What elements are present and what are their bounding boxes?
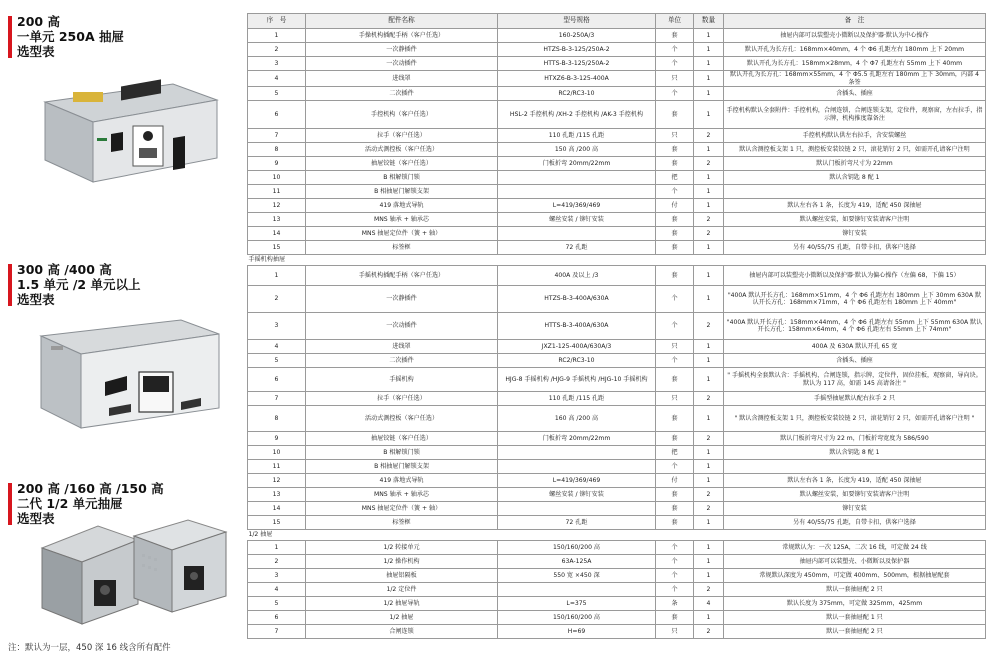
cell-unit: 套 xyxy=(656,368,694,392)
group-label-row xyxy=(248,530,986,541)
cell-spec xyxy=(498,446,656,460)
cell-spec: HTTS-B-3-125/250A-2 xyxy=(498,57,656,71)
cell-remark: "400A 默认开长方孔：168mm×51mm，4 个 Φ6 孔距左右 180mm 上下 30mm 630A 默认开长方孔：168mm×71mm，4 个 Φ6 孔距左右 180mm 上下 40mm" xyxy=(724,286,986,313)
cell-remark: 铆钉安装 xyxy=(724,227,986,241)
cell-remark: 默认开孔为长方孔：168mm×40mm，4 个 Φ6 孔距左右 180mm 上下 20mm xyxy=(724,43,986,57)
cell-qty: 1 xyxy=(694,460,724,474)
cell-index: 11 xyxy=(248,460,306,474)
cell-unit: 套 xyxy=(656,502,694,516)
selection-table xyxy=(247,13,985,639)
cell-unit: 个 xyxy=(656,87,694,101)
cell-index: 2 xyxy=(248,555,306,569)
table-row xyxy=(248,625,986,639)
cell-part-name: 抽屉铰链（客户任选） xyxy=(306,157,498,171)
cell-part-name: 1/2 操作机构 xyxy=(306,555,498,569)
cell-unit: 套 xyxy=(656,213,694,227)
cell-qty: 1 xyxy=(694,368,724,392)
group-label: 手摇机构抽屉 xyxy=(248,255,986,266)
cell-qty: 1 xyxy=(694,71,724,87)
section-title-text: 200 高 一单元 250A 抽屉 选型表 xyxy=(17,14,124,59)
table-row xyxy=(248,171,986,185)
cell-spec: HTTS-B-3-400A/630A xyxy=(498,313,656,340)
cell-part-name: MNS 轴承 + 轴承芯 xyxy=(306,213,498,227)
cell-unit: 把 xyxy=(656,171,694,185)
cell-spec: 160 高 /200 高 xyxy=(498,406,656,432)
table-row xyxy=(248,446,986,460)
table-row xyxy=(248,460,986,474)
cell-spec: L=419/369/469 xyxy=(498,474,656,488)
cell-remark: 常规默认深度为 450mm，可定做 400mm、500mm，根据抽屉配套 xyxy=(724,569,986,583)
cell-part-name: 手摇机构插配手柄（客户任选） xyxy=(306,266,498,286)
cell-index: 1 xyxy=(248,266,306,286)
cell-spec: H=69 xyxy=(498,625,656,639)
cell-remark: 默认一套抽屉配 2 只 xyxy=(724,625,986,639)
cell-part-name: 二次插件 xyxy=(306,87,498,101)
cell-qty: 2 xyxy=(694,432,724,446)
header-cell: 备 注 xyxy=(724,14,986,29)
cell-index: 7 xyxy=(248,392,306,406)
cell-spec: HTZS-B-3-125/250A-2 xyxy=(498,43,656,57)
table-row xyxy=(248,516,986,530)
cell-qty: 1 xyxy=(694,87,724,101)
table-row xyxy=(248,199,986,213)
cell-unit: 个 xyxy=(656,541,694,555)
group-label: 1/2 抽屉 xyxy=(248,530,986,541)
cell-unit: 个 xyxy=(656,313,694,340)
section-title-1 xyxy=(8,14,124,59)
cell-unit: 个 xyxy=(656,555,694,569)
cell-qty: 1 xyxy=(694,185,724,199)
cell-index: 7 xyxy=(248,625,306,639)
cell-part-name: MNS 轴承 + 轴承芯 xyxy=(306,488,498,502)
header-cell: 配件名称 xyxy=(306,14,498,29)
cell-qty: 2 xyxy=(694,313,724,340)
table-row xyxy=(248,611,986,625)
cell-remark: "400A 默认开长方孔：158mm×44mm，4 个 Φ6 孔距左右 55mm 上下 55mm 630A 默认开长方孔：158mm×64mm，4 个 Φ6 孔距左右 55mm 上下 74mm" xyxy=(724,313,986,340)
cell-qty: 1 xyxy=(694,241,724,255)
cell-spec: 150 高 /200 高 xyxy=(498,143,656,157)
cell-index: 2 xyxy=(248,286,306,313)
cell-qty: 1 xyxy=(694,406,724,432)
cell-unit: 套 xyxy=(656,406,694,432)
cell-spec xyxy=(498,502,656,516)
cell-spec: JXZ1-125-400A/630A/3 xyxy=(498,340,656,354)
cell-unit: 套 xyxy=(656,611,694,625)
cell-index: 10 xyxy=(248,171,306,185)
cell-remark: 默认左右各 1 条，长度为 419，适配 450 深抽屉 xyxy=(724,474,986,488)
cell-remark: 默认开孔为长方孔：168mm×55mm，4 个 Φ5.5 孔距左右 180mm 上下 30mm，内部 4 条签 xyxy=(724,71,986,87)
cell-index: 13 xyxy=(248,488,306,502)
cell-unit: 个 xyxy=(656,460,694,474)
cell-qty: 1 xyxy=(694,286,724,313)
cell-spec: L=419/369/469 xyxy=(498,199,656,213)
table-row xyxy=(248,569,986,583)
cell-qty: 1 xyxy=(694,340,724,354)
cell-unit: 只 xyxy=(656,392,694,406)
group-label-row xyxy=(248,255,986,266)
cell-remark: " 手摇机构全套默认含：手摇机构，合闸连锁，指示牌，定位件，固位挂板，观察窗，导向块。默认为 117 高，如需 145 高请备注 " xyxy=(724,368,986,392)
cell-index: 9 xyxy=(248,432,306,446)
table-row xyxy=(248,340,986,354)
cell-part-name: 1/2 抽屉 xyxy=(306,611,498,625)
cell-index: 12 xyxy=(248,199,306,213)
cell-spec: RC2/RC3-10 xyxy=(498,87,656,101)
cell-index: 10 xyxy=(248,446,306,460)
cell-unit: 套 xyxy=(656,157,694,171)
cell-part-name: 419 落地式导轨 xyxy=(306,199,498,213)
cell-unit: 只 xyxy=(656,129,694,143)
cell-part-name: 一次静插件 xyxy=(306,43,498,57)
table-row xyxy=(248,87,986,101)
header-cell: 型号规格 xyxy=(498,14,656,29)
cell-qty: 2 xyxy=(694,129,724,143)
cell-remark: 默认含钥匙 8 配 1 xyxy=(724,171,986,185)
cell-qty: 1 xyxy=(694,143,724,157)
cell-index: 4 xyxy=(248,340,306,354)
cell-remark: 常规默认为：一次 125A，二次 16 线，可定做 24 线 xyxy=(724,541,986,555)
cell-index: 1 xyxy=(248,29,306,43)
cell-part-name: 手控机构（客户任选） xyxy=(306,101,498,129)
table-row xyxy=(248,488,986,502)
cell-unit: 把 xyxy=(656,446,694,460)
cell-spec: 110 孔距 /115 孔距 xyxy=(498,129,656,143)
cell-index: 6 xyxy=(248,611,306,625)
cell-index: 5 xyxy=(248,597,306,611)
cell-part-name: 419 落地式导轨 xyxy=(306,474,498,488)
footnote: 注：默认为一层，450 深 16 线含所有配件 xyxy=(8,643,171,653)
cell-qty: 1 xyxy=(694,569,724,583)
cell-unit: 个 xyxy=(656,57,694,71)
cell-spec: 150/160/200 高 xyxy=(498,611,656,625)
cell-qty: 1 xyxy=(694,57,724,71)
cell-index: 3 xyxy=(248,313,306,340)
cell-qty: 1 xyxy=(694,516,724,530)
cell-unit: 套 xyxy=(656,516,694,530)
table-row xyxy=(248,432,986,446)
header-cell: 单位 xyxy=(656,14,694,29)
cell-part-name: 手操机构插配手柄（客户任选） xyxy=(306,29,498,43)
cell-part-name: 一次动插件 xyxy=(306,57,498,71)
cell-unit: 只 xyxy=(656,340,694,354)
cell-unit: 套 xyxy=(656,432,694,446)
cell-index: 14 xyxy=(248,227,306,241)
cell-unit: 个 xyxy=(656,185,694,199)
cell-qty: 1 xyxy=(694,446,724,460)
cell-part-name: 1/2 转接单元 xyxy=(306,541,498,555)
cell-spec xyxy=(498,227,656,241)
cell-spec: 63A-125A xyxy=(498,555,656,569)
cell-qty: 1 xyxy=(694,555,724,569)
cell-remark: 默认左右各 1 条，长度为 419，适配 450 深抽屉 xyxy=(724,199,986,213)
left-panel xyxy=(0,0,245,664)
cell-unit: 条 xyxy=(656,597,694,611)
table-row xyxy=(248,241,986,255)
cell-part-name: 拉手（客户任选） xyxy=(306,392,498,406)
header-cell: 数量 xyxy=(694,14,724,29)
table-row xyxy=(248,392,986,406)
cell-qty: 2 xyxy=(694,392,724,406)
cell-spec: 门板折弯 20mm/22mm xyxy=(498,157,656,171)
cell-unit: 个 xyxy=(656,583,694,597)
cell-spec: RC2/RC3-10 xyxy=(498,354,656,368)
cell-remark: 400A 及 630A 默认开孔 65 宽 xyxy=(724,340,986,354)
table-row xyxy=(248,502,986,516)
table-row xyxy=(248,266,986,286)
cell-remark: 铆钉安装 xyxy=(724,502,986,516)
cell-part-name: 1/2 抽屉导轨 xyxy=(306,597,498,611)
cell-unit: 付 xyxy=(656,199,694,213)
cell-index: 7 xyxy=(248,129,306,143)
cell-part-name: 二次插件 xyxy=(306,354,498,368)
cell-remark: 默认含测控板支架 1 只，测控板安装铰链 2 只，滚花销钉 2 只，如需开孔请客户注明 xyxy=(724,143,986,157)
table-row xyxy=(248,313,986,340)
cell-remark: 默认长度为 375mm，可定做 325mm，425mm xyxy=(724,597,986,611)
cell-qty: 2 xyxy=(694,488,724,502)
cell-part-name: B 相解锁门锁 xyxy=(306,171,498,185)
cell-spec xyxy=(498,583,656,597)
cell-index: 3 xyxy=(248,569,306,583)
cell-spec: 72 孔距 xyxy=(498,516,656,530)
cell-spec: HTXZ6-B-3-125-400A xyxy=(498,71,656,87)
cell-part-name: 抽屉铰链（客户任选） xyxy=(306,432,498,446)
table-row xyxy=(248,368,986,392)
table-row xyxy=(248,29,986,43)
cell-remark: 默认门板折弯尺寸为 22mm xyxy=(724,157,986,171)
cell-spec: 72 孔距 xyxy=(498,241,656,255)
cell-spec: 螺丝安装 / 铆钉安装 xyxy=(498,488,656,502)
cell-index: 12 xyxy=(248,474,306,488)
table-row xyxy=(248,213,986,227)
cell-part-name: B 相解锁门锁 xyxy=(306,446,498,460)
cell-index: 6 xyxy=(248,101,306,129)
cell-part-name: 拉手（客户任选） xyxy=(306,129,498,143)
cell-remark: 默认一套抽屉配 1 只 xyxy=(724,611,986,625)
cell-part-name: 进线罩 xyxy=(306,340,498,354)
cell-unit: 只 xyxy=(656,625,694,639)
cell-unit: 个 xyxy=(656,286,694,313)
cell-remark: 默认开孔为长方孔：158mm×28mm，4 个 Φ7 孔距左右 55mm 上下 40mm xyxy=(724,57,986,71)
cell-remark: 默认螺丝安装，如要铆钉安装请客户注明 xyxy=(724,213,986,227)
table-row xyxy=(248,583,986,597)
table-row xyxy=(248,597,986,611)
cell-part-name: 活动式测控板（客户任选） xyxy=(306,143,498,157)
cell-qty: 1 xyxy=(694,171,724,185)
cell-index: 6 xyxy=(248,368,306,392)
cell-qty: 1 xyxy=(694,199,724,213)
table-row xyxy=(248,474,986,488)
cell-spec: 150/160/200 高 xyxy=(498,541,656,555)
cell-part-name: 一次动插件 xyxy=(306,313,498,340)
cell-part-name: 一次静插件 xyxy=(306,286,498,313)
cell-part-name: MNS 抽屉定位件（簧 + 轴） xyxy=(306,502,498,516)
table-row xyxy=(248,185,986,199)
table-row xyxy=(248,43,986,57)
cell-part-name: 标签框 xyxy=(306,241,498,255)
cell-remark: 默认螺丝安装，如要铆钉安装请客户注明 xyxy=(724,488,986,502)
cell-qty: 2 xyxy=(694,157,724,171)
cell-remark: 含插头、插座 xyxy=(724,87,986,101)
cell-index: 9 xyxy=(248,157,306,171)
cell-index: 15 xyxy=(248,241,306,255)
cell-qty: 1 xyxy=(694,43,724,57)
cell-remark: 默认含钥匙 8 配 1 xyxy=(724,446,986,460)
drawer-photo-400 xyxy=(31,316,227,436)
section-title-text: 300 高 /400 高 1.5 单元 /2 单元以上 选型表 xyxy=(17,262,141,307)
cell-index: 8 xyxy=(248,406,306,432)
drawer-photo-half-unit xyxy=(38,518,230,634)
cell-unit: 付 xyxy=(656,474,694,488)
cell-unit: 套 xyxy=(656,241,694,255)
cell-unit: 个 xyxy=(656,354,694,368)
cell-remark xyxy=(724,460,986,474)
accent-bar xyxy=(8,16,12,58)
cell-remark: 另有 40/55/75 孔距，自带卡扣，供客户选择 xyxy=(724,516,986,530)
cell-spec: 螺丝安装 / 铆钉安装 xyxy=(498,213,656,227)
cell-remark: 另有 40/55/75 孔距，自带卡扣，供客户选择 xyxy=(724,241,986,255)
cell-part-name: 进线罩 xyxy=(306,71,498,87)
cell-unit: 套 xyxy=(656,29,694,43)
cell-part-name: 手摇机构 xyxy=(306,368,498,392)
accent-bar xyxy=(8,264,12,306)
cell-spec xyxy=(498,185,656,199)
cell-remark: 手控机构默认全套附件：手控机构，合闸连锁，合闸连锁支架，定位件，观察窗，左右拉手，指示牌，机构推度靠备注 xyxy=(724,101,986,129)
header-cell: 序 号 xyxy=(248,14,306,29)
table-row xyxy=(248,286,986,313)
cell-part-name: 标签框 xyxy=(306,516,498,530)
table-row xyxy=(248,129,986,143)
section-title-text: 200 高 /160 高 /150 高 二代 1/2 单元抽屉 选型表 xyxy=(17,481,164,526)
cell-index: 4 xyxy=(248,71,306,87)
cell-qty: 2 xyxy=(694,227,724,241)
cell-qty: 1 xyxy=(694,541,724,555)
cell-qty: 1 xyxy=(694,101,724,129)
cell-part-name: 活动式测控板（客户任选） xyxy=(306,406,498,432)
cell-index: 15 xyxy=(248,516,306,530)
table-row xyxy=(248,227,986,241)
cell-qty: 4 xyxy=(694,597,724,611)
table-row xyxy=(248,57,986,71)
cell-qty: 1 xyxy=(694,29,724,43)
cell-remark: 手摇型抽屉默认配右拉手 2 只 xyxy=(724,392,986,406)
cell-unit: 个 xyxy=(656,43,694,57)
table-row xyxy=(248,101,986,129)
cell-remark: 默认门板折弯尺寸为 22 m，门板折弯宽度为 586/590 xyxy=(724,432,986,446)
table-row xyxy=(248,143,986,157)
cell-qty: 2 xyxy=(694,625,724,639)
cell-spec: HJG-8 手摇机构 /HJG-9 手摇机构 /HJG-10 手摇机构 xyxy=(498,368,656,392)
cell-spec: 110 孔距 /115 孔距 xyxy=(498,392,656,406)
cell-index: 14 xyxy=(248,502,306,516)
cell-part-name: MNS 抽屉定位件（簧 + 轴） xyxy=(306,227,498,241)
cell-remark xyxy=(724,185,986,199)
cell-index: 1 xyxy=(248,541,306,555)
cell-remark: 抽屉内部可以装塑壳、小微断以及保护器 xyxy=(724,555,986,569)
cell-qty: 1 xyxy=(694,474,724,488)
cell-spec xyxy=(498,171,656,185)
cell-unit: 套 xyxy=(656,488,694,502)
cell-remark: 默认一套抽屉配 2 只 xyxy=(724,583,986,597)
cell-spec: 门板折弯 20mm/22mm xyxy=(498,432,656,446)
cell-spec xyxy=(498,460,656,474)
cell-part-name: B 相抽屉门解锁支架 xyxy=(306,185,498,199)
cell-remark: " 默认含测控板支架 1 只，测控板安装铰链 2 只，滚花销钉 2 只，如需开孔请客户注明 " xyxy=(724,406,986,432)
cell-unit: 个 xyxy=(656,569,694,583)
cell-index: 11 xyxy=(248,185,306,199)
table-header-row xyxy=(248,14,986,29)
cell-remark: 含插头、插座 xyxy=(724,354,986,368)
table-row xyxy=(248,71,986,87)
cell-index: 8 xyxy=(248,143,306,157)
cell-spec: 400A 及以上 /3 xyxy=(498,266,656,286)
table-row xyxy=(248,541,986,555)
cell-index: 5 xyxy=(248,354,306,368)
cell-index: 4 xyxy=(248,583,306,597)
cell-qty: 2 xyxy=(694,213,724,227)
cell-remark: 抽屉内部可以装塑壳小微断以及保护器·默认为中心操作 xyxy=(724,29,986,43)
cell-spec: L=375 xyxy=(498,597,656,611)
cell-part-name: 合闸连锁 xyxy=(306,625,498,639)
cell-unit: 只 xyxy=(656,71,694,87)
cell-part-name: B 相抽屉门解锁支架 xyxy=(306,460,498,474)
cell-unit: 套 xyxy=(656,143,694,157)
cell-spec: 550 宽 ×450 深 xyxy=(498,569,656,583)
cell-unit: 套 xyxy=(656,266,694,286)
table-row xyxy=(248,354,986,368)
accent-bar xyxy=(8,483,12,525)
section-title-2 xyxy=(8,262,140,307)
cell-index: 5 xyxy=(248,87,306,101)
cell-spec: 160-250A/3 xyxy=(498,29,656,43)
cell-spec: HSL-2 手控机构 /XH-2 手控机构 /AK-3 手控机构 xyxy=(498,101,656,129)
cell-unit: 套 xyxy=(656,101,694,129)
cell-part-name: 1/2 定位件 xyxy=(306,583,498,597)
cell-qty: 1 xyxy=(694,611,724,625)
cell-unit: 套 xyxy=(656,227,694,241)
cell-index: 13 xyxy=(248,213,306,227)
table-row xyxy=(248,555,986,569)
cell-qty: 2 xyxy=(694,583,724,597)
cell-index: 3 xyxy=(248,57,306,71)
cell-remark: 手控机构默认供左右拉手，含安装螺丝 xyxy=(724,129,986,143)
cell-remark: 抽屉内部可以装塑壳小微断以及保护器·默认为偏心操作（左偏 68，下偏 15） xyxy=(724,266,986,286)
cell-qty: 2 xyxy=(694,502,724,516)
cell-qty: 1 xyxy=(694,266,724,286)
cell-part-name: 抽屉铝隔板 xyxy=(306,569,498,583)
cell-spec: HTZS-B-3-400A/630A xyxy=(498,286,656,313)
cell-index: 2 xyxy=(248,43,306,57)
table-row xyxy=(248,157,986,171)
cell-qty: 1 xyxy=(694,354,724,368)
table-row xyxy=(248,406,986,432)
drawer-photo-250a xyxy=(33,78,225,190)
